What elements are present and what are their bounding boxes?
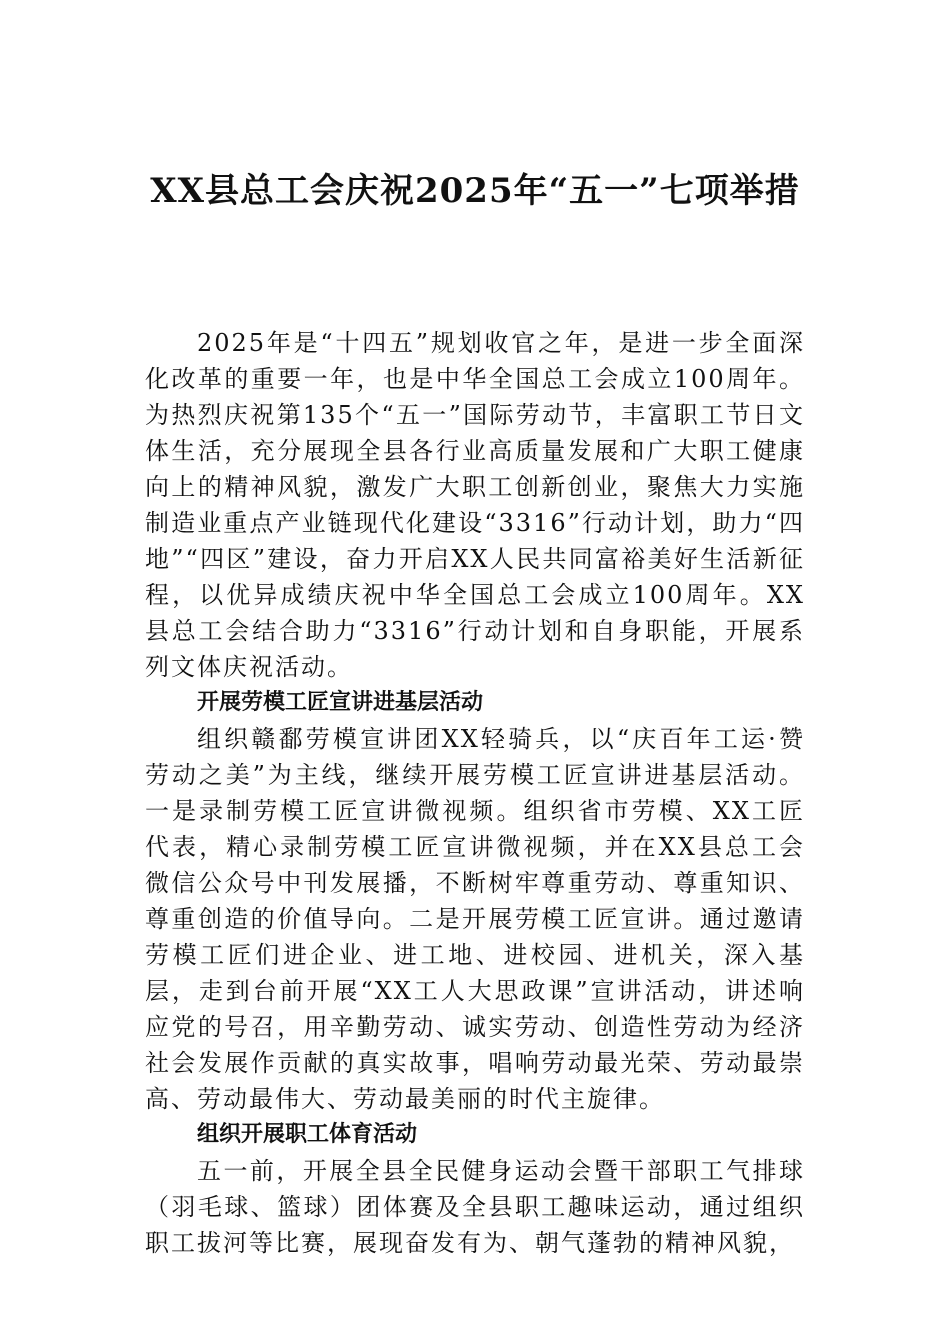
section-paragraph-2: 五一前，开展全县全民健身运动会暨干部职工气排球（羽毛球、篮球）团体赛及全县职工趣味运动，通过组织职工拔河等比赛，展现奋发有为、朝气蓬勃的精神风貌， — [145, 1157, 805, 1257]
section-paragraph-1: 组织赣鄱劳模宣讲团XX轻骑兵，以“庆百年工运·赞劳动之美”为主线，继续开展劳模工匠宣讲进基层活动。一是录制劳模工匠宣讲微视频。组织省市劳模、XX工匠代表，精心录制劳模工匠宣讲微视频，并在XX县总工会微信公众号中刊发展播，不断树牢尊重劳动、尊重知识、尊重创造的价值导向。二是开展劳模工匠宣讲。通过邀请劳模工匠们进企业、进工地、进校园、进机关，深入基层，走到台前开展“XX工人大思政课”宣讲活动，讲述响应党的号召，用辛勤劳动、诚实劳动、创造性劳动为经济社会发展作贡献的真实故事，唱响劳动最光荣、劳动最崇高、劳动最伟大、劳动最美丽的时代主旋律。 — [145, 725, 805, 1113]
document-body — [145, 325, 805, 1261]
section-heading-2: 组织开展职工体育活动 — [197, 1122, 418, 1147]
intro-paragraph: 2025年是“十四五”规划收官之年，是进一步全面深化改革的重要一年，也是中华全国总工会成立100周年。为热烈庆祝第135个“五一”国际劳动节，丰富职工节日文体生活，充分展现全县各行业高质量发展和广大职工健康向上的精神风貌，激发广大职工创新创业，聚焦大力实施制造业重点产业链现代化建设“3316”行动计划，助力“四地”“四区”建设，奋力开启XX人民共同富裕美好生活新征程，以优异成绩庆祝中华全国总工会成立100周年。XX县总工会结合助力“3316”行动计划和自身职能，开展系列文体庆祝活动。 — [145, 329, 805, 681]
document-title: XX县总工会庆祝2025年“五一”七项举措 — [150, 171, 800, 211]
section-heading-1: 开展劳模工匠宣讲进基层活动 — [197, 690, 484, 715]
